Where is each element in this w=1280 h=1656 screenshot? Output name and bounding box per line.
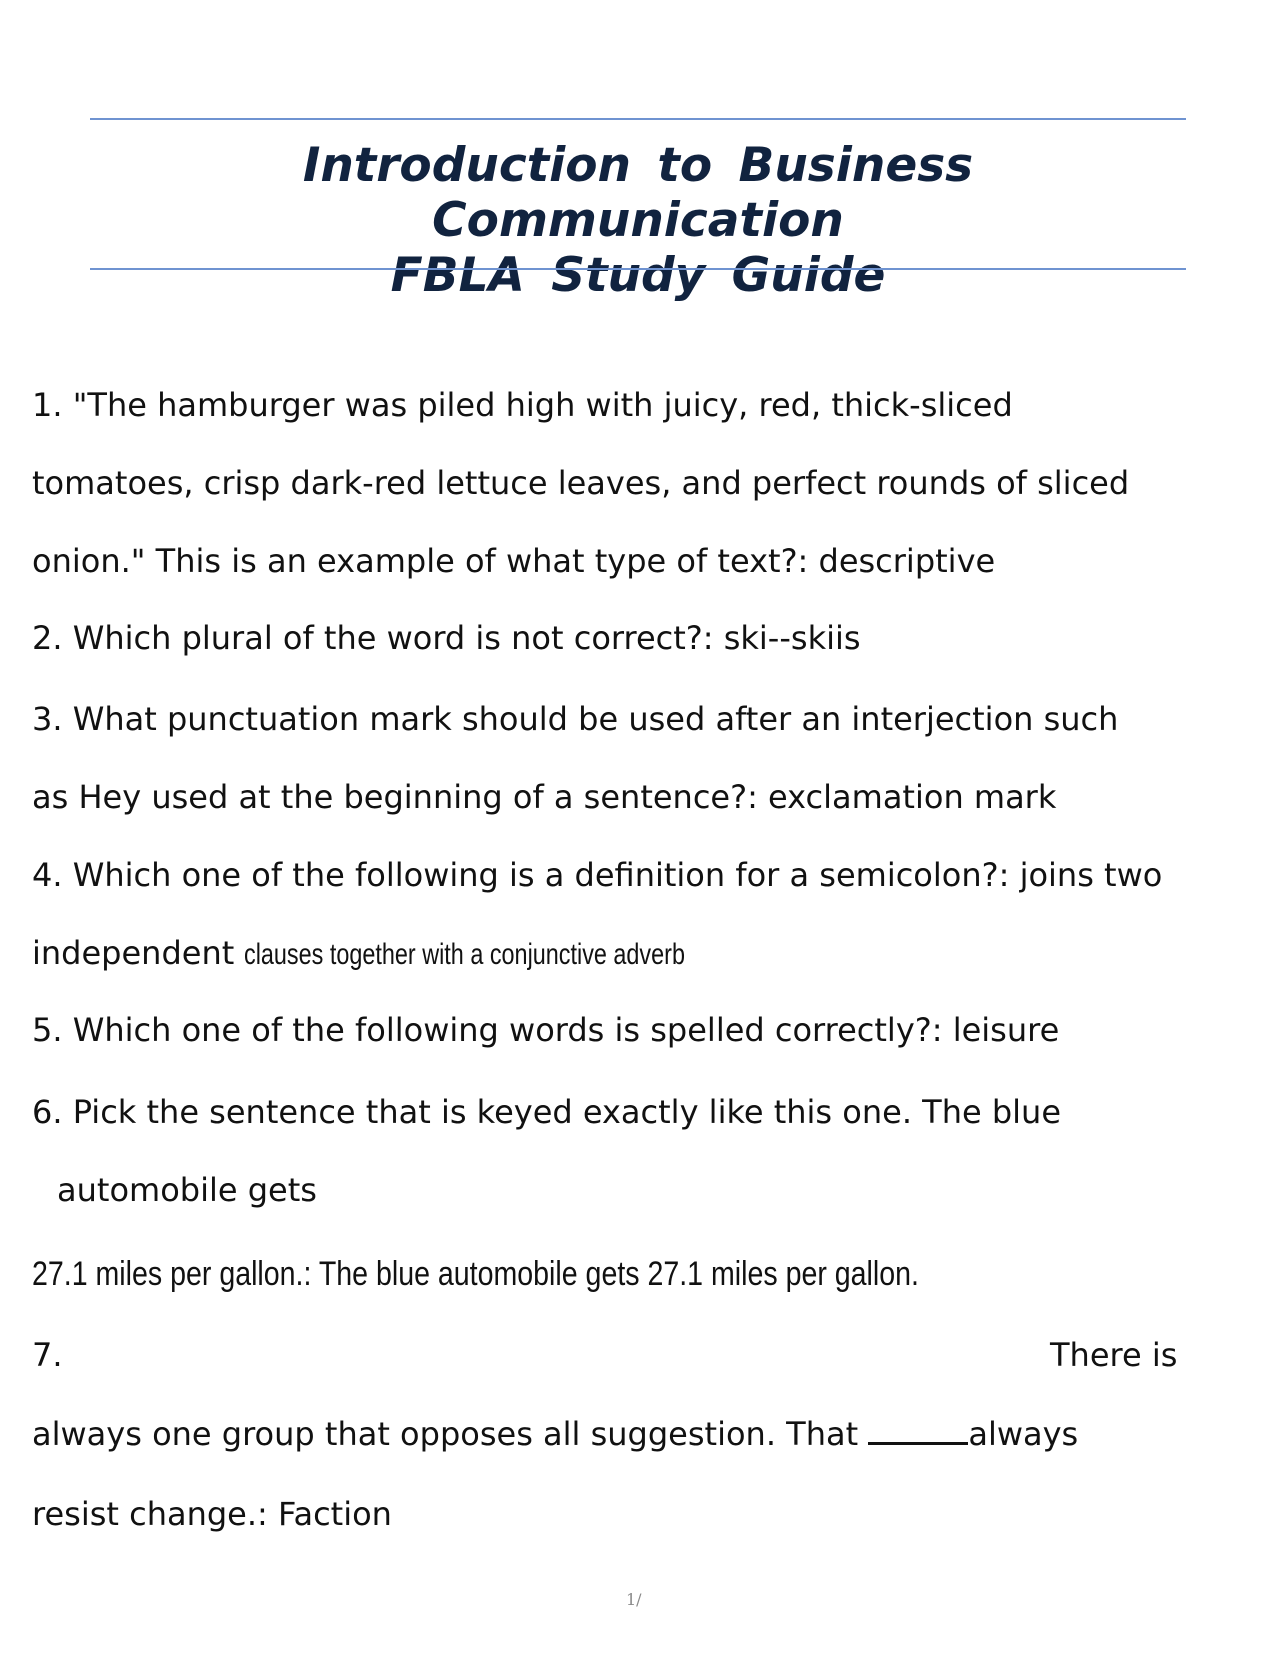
title-line-2: FBLA Study Guide [390,248,886,303]
question-1-line-3: onion." This is an example of what type of text?: descriptive [32,542,996,580]
question-4-line-2 [32,933,810,975]
question-7-line-2 [32,1414,1078,1454]
question-2-line-1: 2. Which plural of the word is not correct?: ski--skiis [32,619,861,657]
question-4-line-2-rest: clauses together with a conjunctive adverb [244,938,686,971]
question-7-line-1-end: There is [1050,1336,1178,1374]
fill-in-blank [868,1416,968,1445]
question-6-line-2: automobile gets [57,1171,317,1209]
title-bottom-rule [90,268,1186,270]
question-1-line-2: tomatoes, crisp dark-red lettuce leaves, and perfect rounds of sliced [32,464,1130,502]
question-5-line-1: 5. Which one of the following words is spelled correctly?: leisure [32,1011,1060,1049]
question-4-line-2-start: independent [32,934,235,972]
question-4-line-1: 4. Which one of the following is a definition for a semicolon?: joins two [32,856,1163,894]
title-line-1: Introduction to Business Communication [302,138,974,248]
question-7-line-2-end: always [968,1415,1079,1453]
question-7-number: 7. [32,1336,63,1374]
question-3-line-1: 3. What punctuation mark should be used after an interjection such [32,700,1119,738]
title-top-rule [90,118,1186,120]
question-3-line-2: as Hey used at the beginning of a sentence?: exclamation mark [32,778,1057,816]
question-6-line-1: 6. Pick the sentence that is keyed exactly like this one. The blue [32,1093,1062,1131]
question-6-line-3: 27.1 miles per gallon.: The blue automobile gets 27.1 miles per gallon. [32,1255,919,1293]
page-number: 1/ [626,1590,642,1609]
question-7-line-2-start: always one group that opposes all suggestion. That [32,1415,859,1453]
page-title [90,138,1186,303]
question-1-line-1: 1. "The hamburger was piled high with juicy, red, thick-sliced [32,386,1013,424]
question-7-line-3: resist change.: Faction [32,1495,392,1533]
